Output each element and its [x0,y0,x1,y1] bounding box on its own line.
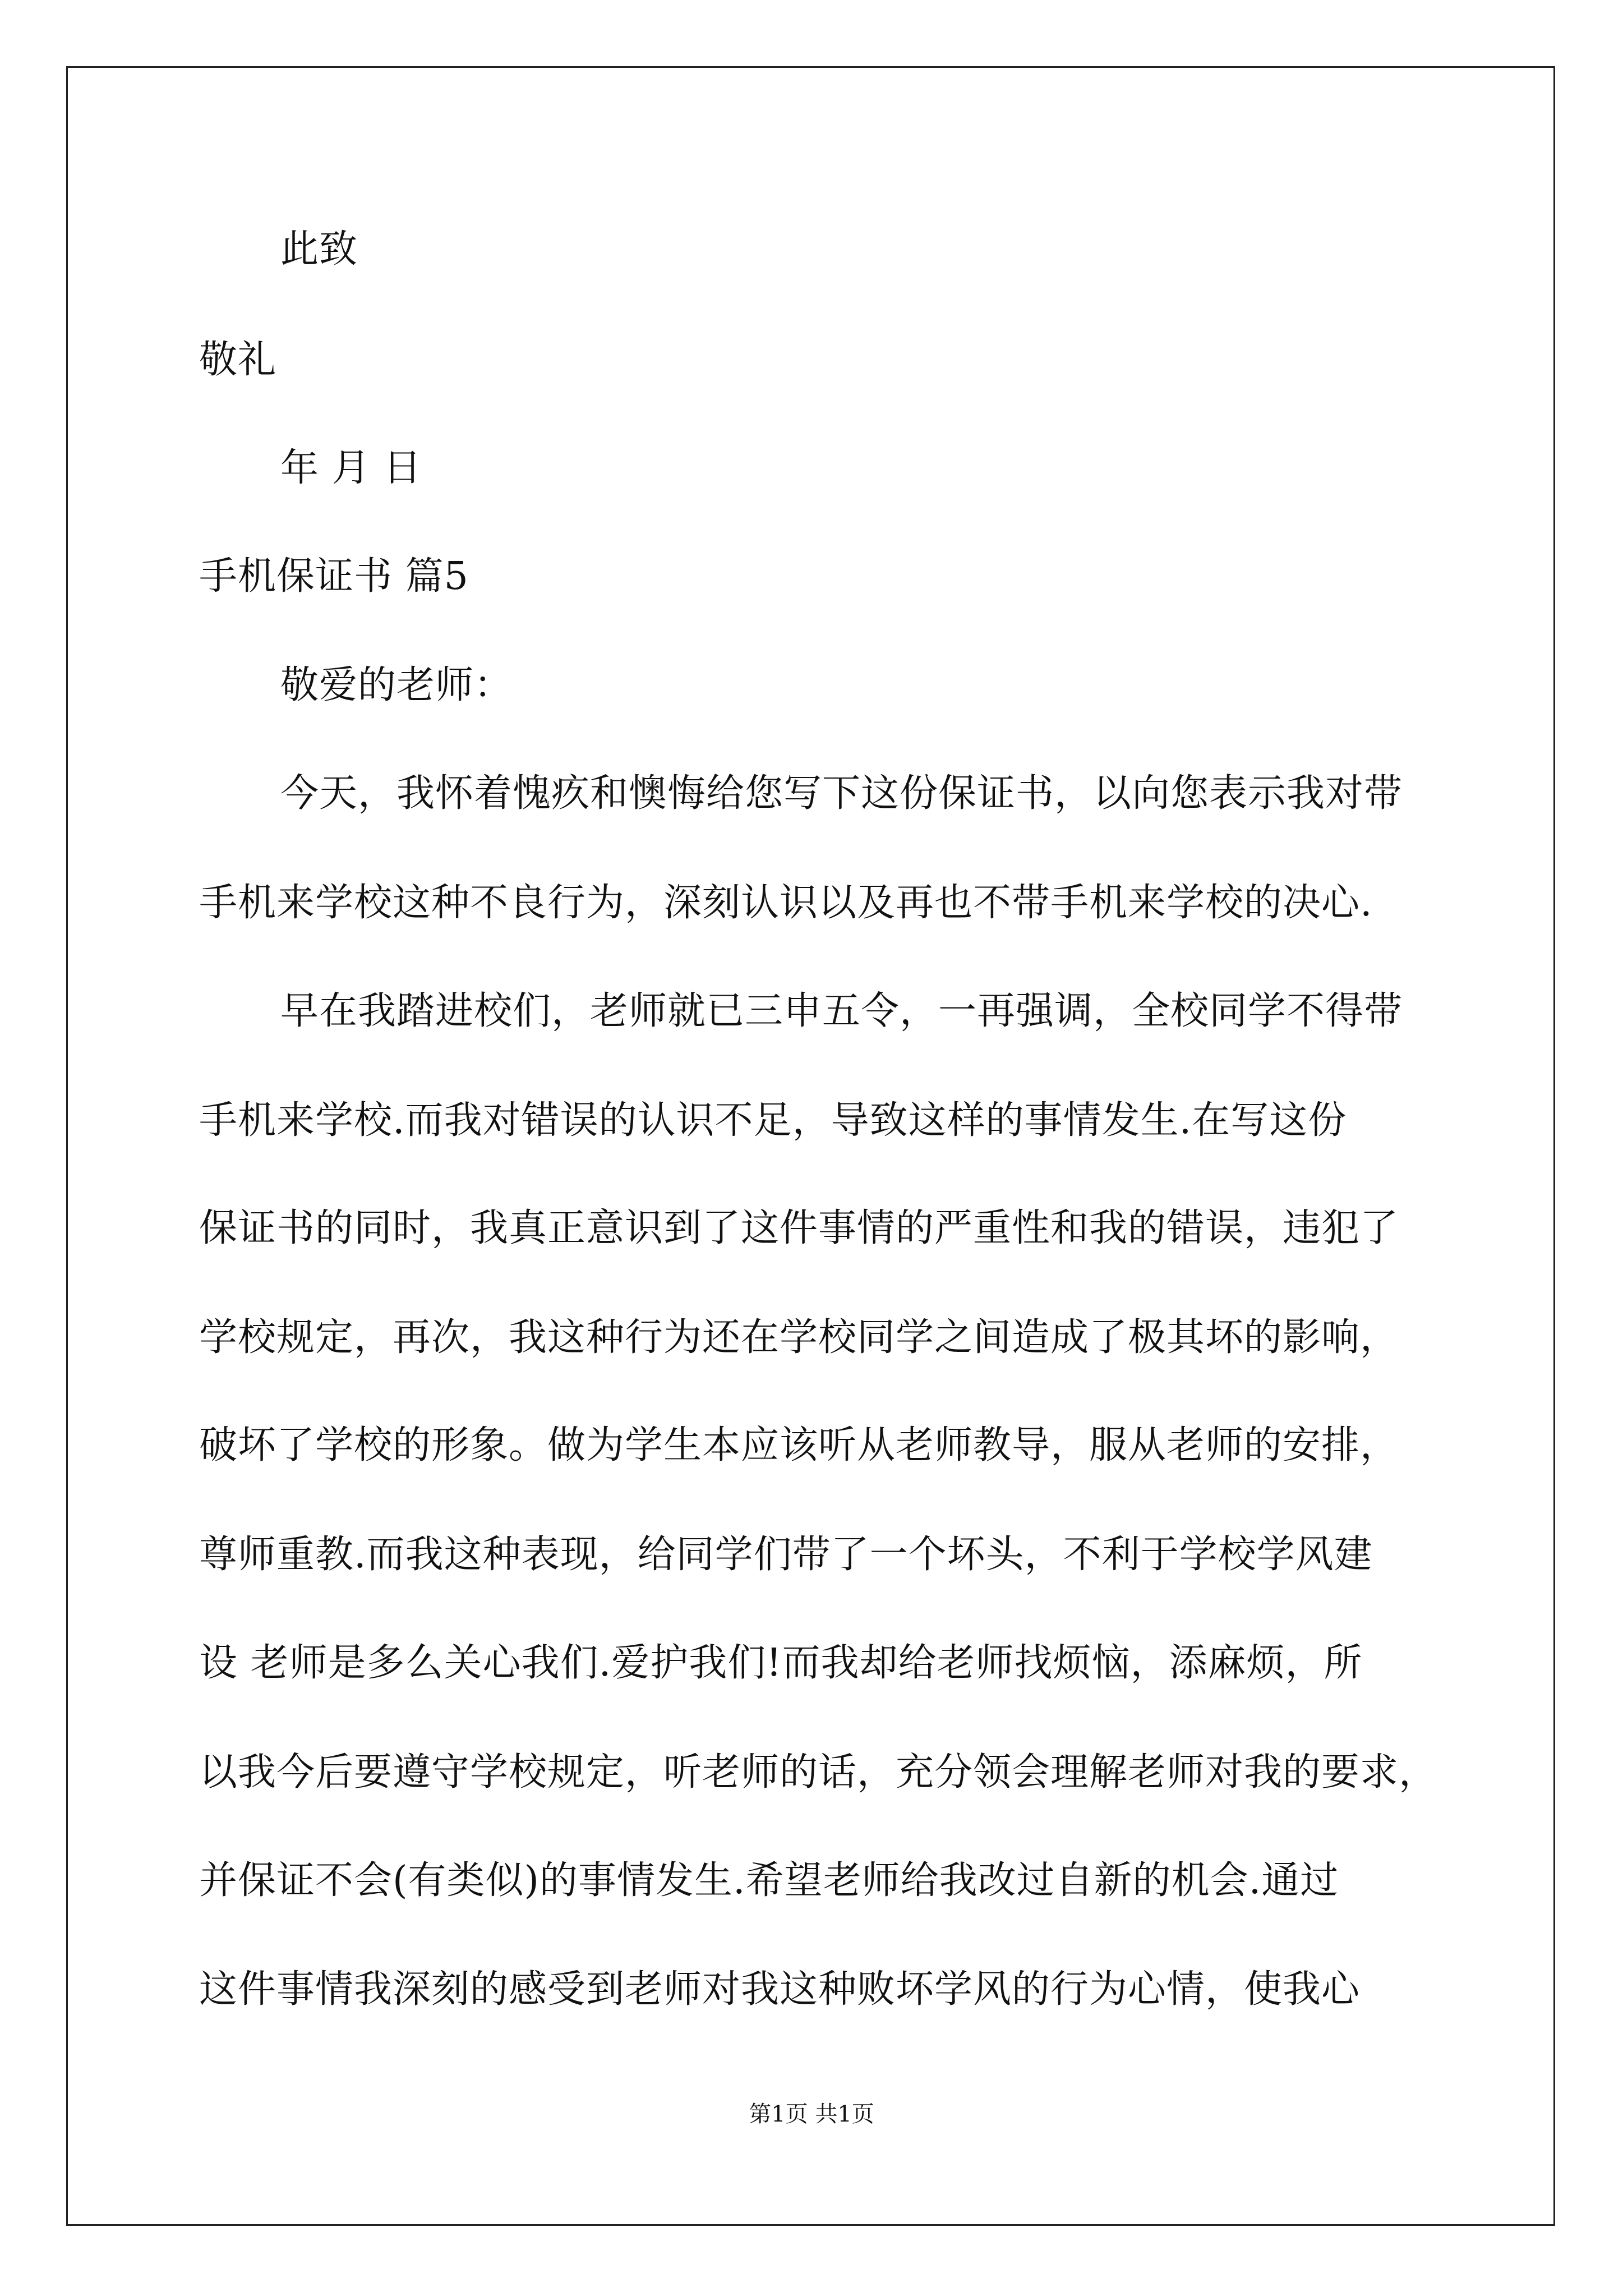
body-line: 破坏了学校的形象。做为学生本应该听从老师教导，服从老师的安排， [199,1423,1399,1467]
body-line: 以我今后要遵守学校规定，听老师的话，充分领会理解老师对我的要求， [199,1750,1438,1795]
section-title: 手机保证书 篇5 [199,554,469,599]
body-line: 这件事情我深刻的感受到老师对我这种败坏学风的行为心情，使我心 [199,1967,1361,2012]
salute-line: 敬礼 [199,338,277,382]
body-line: 并保证不会(有类似)的事情发生.希望老师给我改过自新的机会.通过 [199,1858,1339,1903]
body-line: 手机来学校这种不良行为，深刻认识以及再也不带手机来学校的决心. [199,881,1373,925]
body-line: 尊师重教.而我这种表现，给同学们带了一个坏头，不利于学校学风建 [199,1533,1373,1577]
body-line: 今天，我怀着愧疚和懊悔给您写下这份保证书，以向您表示我对带 [280,771,1403,816]
body-line: 保证书的同时，我真正意识到了这件事情的严重性和我的错误，违犯了 [199,1206,1399,1250]
body-line: 手机来学校.而我对错误的认识不足，导致这样的事情发生.在写这份 [199,1098,1347,1143]
page-number-footer: 第1页 共1页 [749,2101,874,2127]
closing-line: 此致 [280,227,358,272]
body-line: 设 老师是多么关心我们.爱护我们!而我却给老师找烦恼，添麻烦，所 [199,1641,1363,1685]
greeting-line: 敬爱的老师： [280,663,513,707]
body-line: 早在我踏进校们，老师就已三申五令，一再强调，全校同学不得带 [280,989,1403,1033]
date-line: 年 月 日 [280,446,422,490]
body-line: 学校规定，再次，我这种行为还在学校同学之间造成了极其坏的影响， [199,1315,1399,1360]
